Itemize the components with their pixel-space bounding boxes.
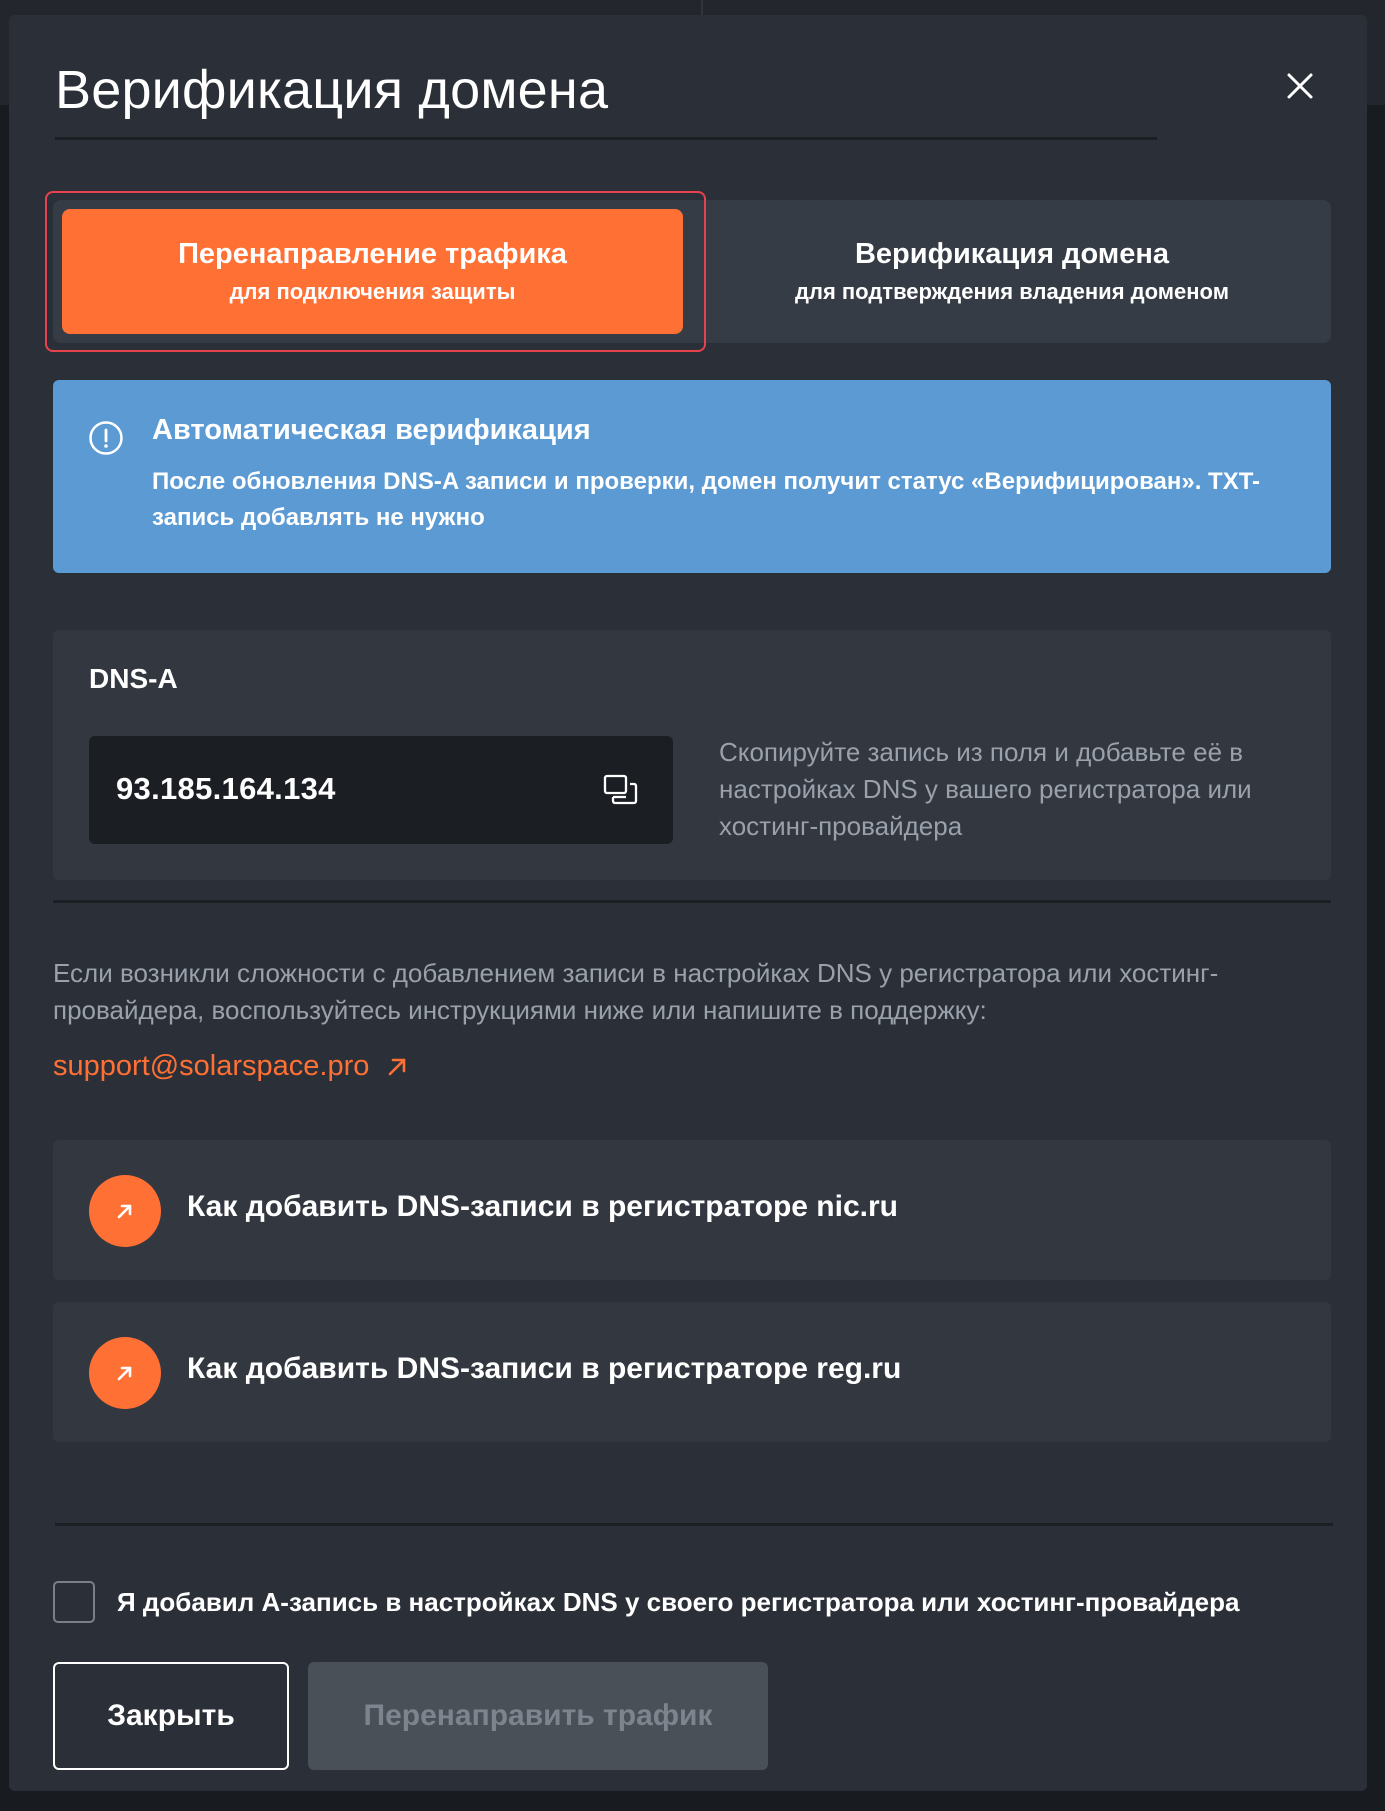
- guide-link-nic-ru[interactable]: [53, 1140, 1331, 1280]
- dns-record-label: DNS-A: [89, 663, 178, 694]
- tab-title: Верификация домена: [854, 238, 1170, 270]
- confirm-checkbox-label[interactable]: Я добавил A-запись в настройках DNS у своего регистратора или хостинг-провайдера: [117, 1587, 1240, 1617]
- close-button[interactable]: [1278, 64, 1322, 108]
- support-email-link[interactable]: [53, 1050, 409, 1083]
- domain-verification-dialog: [9, 15, 1367, 1791]
- help-text: Если возникли сложности с добавлением записи в настройках DNS у регистратора или хостинг-провайдера, воспользуйтесь инструкциями ниже или напишите в поддержку:: [53, 958, 1219, 1025]
- info-text: После обновления DNS-A записи и проверки, домен получит статус «Верифицирован». TXT-запись добавлять не нужно: [152, 468, 1261, 531]
- support-email-text: support@solarspace.pro: [53, 1050, 370, 1082]
- info-title: Автоматическая верификация: [152, 414, 591, 446]
- guide-label: Как добавить DNS-записи в регистраторе reg.ru: [187, 1352, 902, 1385]
- arrow-up-right-icon: [89, 1337, 161, 1409]
- redirect-traffic-button[interactable]: Перенаправить трафик: [308, 1662, 768, 1770]
- dialog-title: Верификация домена: [55, 60, 609, 120]
- dns-record-card: [53, 630, 1331, 880]
- dns-record-field[interactable]: [89, 736, 673, 844]
- confirm-checkbox[interactable]: [53, 1581, 95, 1623]
- guide-link-reg-ru[interactable]: [53, 1302, 1331, 1442]
- copy-button[interactable]: [603, 774, 639, 806]
- info-banner: [53, 380, 1331, 573]
- section-divider: [53, 900, 1331, 903]
- footer-divider: [55, 1523, 1333, 1526]
- guide-label: Как добавить DNS-записи в регистраторе nic.ru: [187, 1190, 898, 1223]
- title-divider: [55, 137, 1157, 140]
- dns-hint: Скопируйте запись из поля и добавьте её в настройках DNS у вашего регистратора или хостинг-провайдера: [719, 737, 1252, 841]
- close-dialog-button[interactable]: Закрыть: [53, 1662, 289, 1770]
- arrow-up-right-icon: [89, 1175, 161, 1247]
- external-link-icon: [385, 1055, 409, 1079]
- tab-subtitle: для подтверждения владения доменом: [795, 279, 1229, 304]
- copy-icon: [603, 774, 639, 806]
- tab-subtitle: для подключения защиты: [229, 279, 516, 304]
- info-icon: [88, 420, 124, 456]
- active-tab-highlight: [45, 191, 706, 352]
- tab-title: Перенаправление трафика: [178, 238, 567, 270]
- tab-domain-verification[interactable]: [693, 200, 1331, 343]
- dns-record-value: 93.185.164.134: [116, 771, 336, 806]
- close-icon: [1278, 64, 1322, 108]
